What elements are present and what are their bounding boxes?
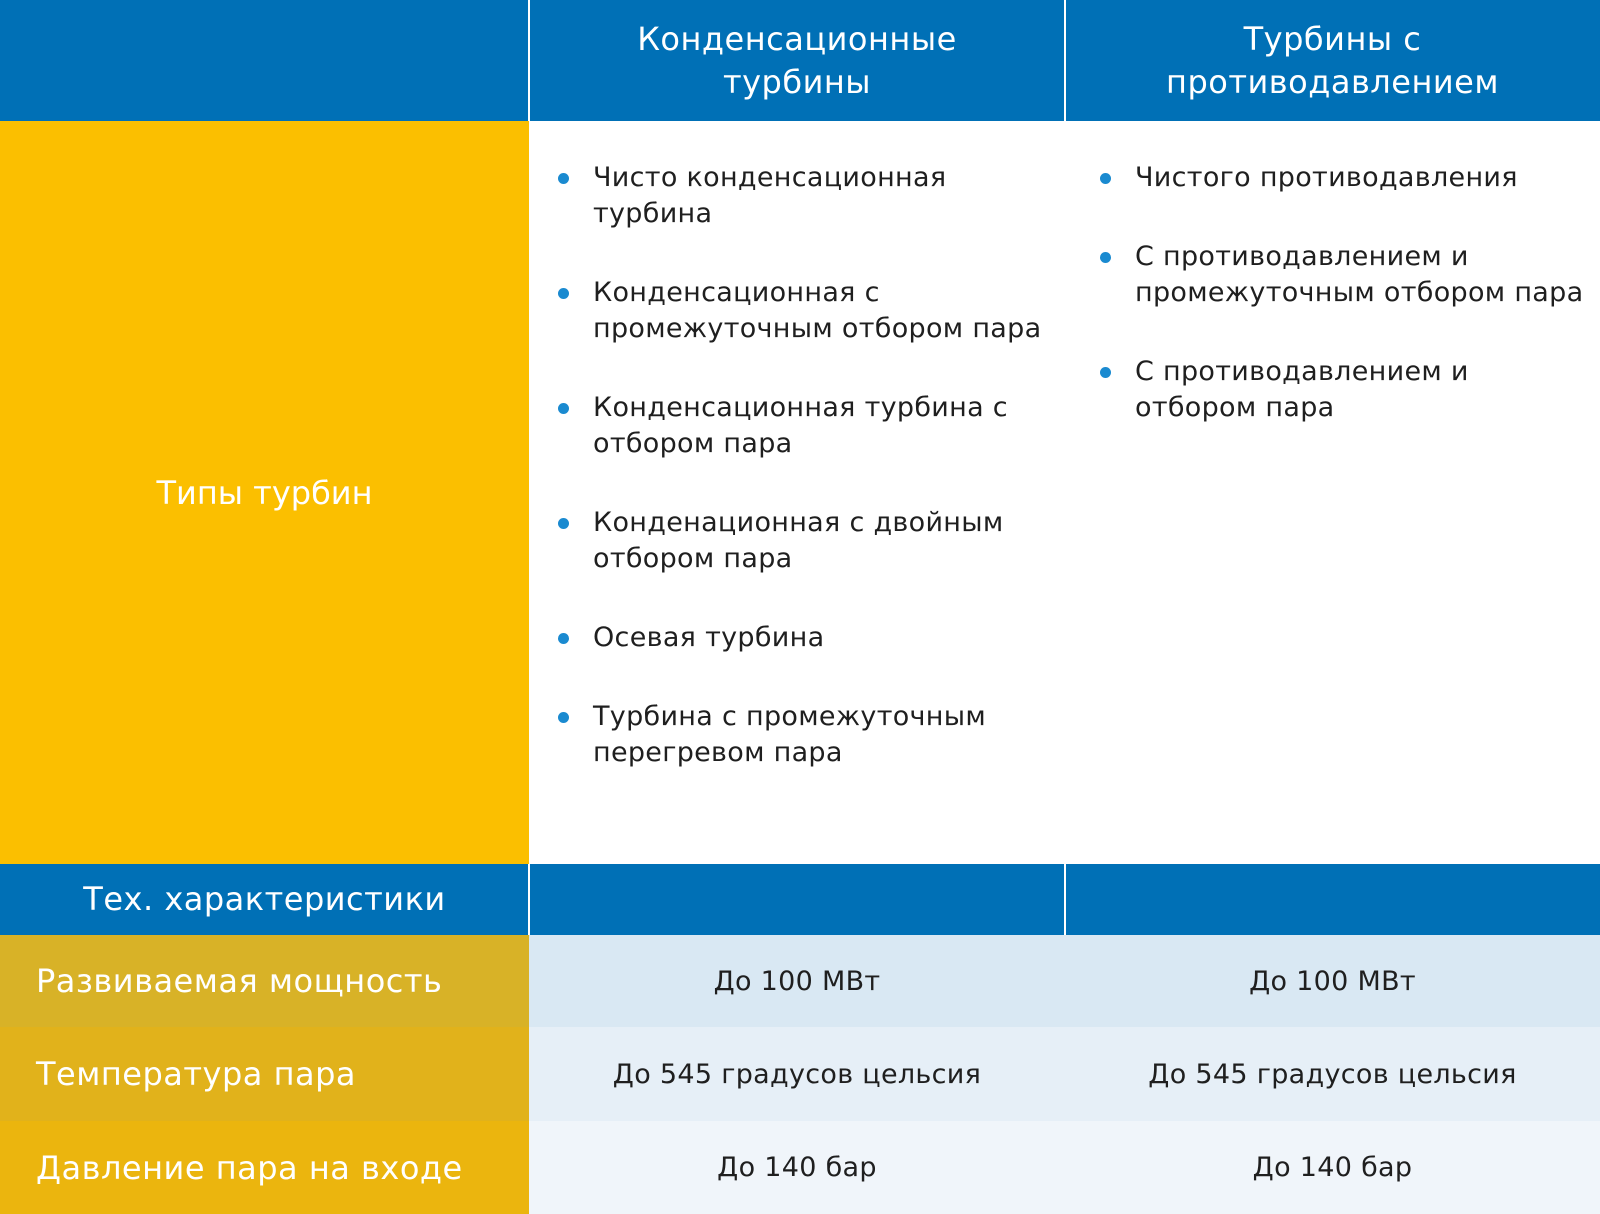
spec-value-cell: [1065, 1027, 1600, 1121]
spec-temperature-backpressure: До 545 градусов цельсия: [1148, 1058, 1517, 1090]
column-divider: [528, 0, 530, 121]
column-divider: [1064, 864, 1066, 935]
specs-header-condensing-cell: [529, 864, 1065, 935]
types-row-label: Типы турбин: [156, 473, 373, 512]
specs-header-label-cell: [0, 864, 529, 935]
spec-pressure-backpressure: До 140 бар: [1252, 1152, 1413, 1183]
list-item: Конденсационная с промежуточным отбором пара: [555, 275, 1047, 347]
spec-label-cell: [0, 935, 529, 1027]
spec-temperature-condensing: До 545 градусов цельсия: [612, 1058, 982, 1090]
spec-power-backpressure: До 100 МВт: [1249, 965, 1416, 997]
condensing-types-list: [555, 160, 1047, 771]
spec-value-cell: [1065, 935, 1600, 1027]
header-backpressure-line1: Турбины с: [1243, 19, 1422, 58]
list-item: Турбина с промежуточным перегревом пара: [555, 699, 1047, 771]
spec-value-cell: [529, 935, 1065, 1027]
header-backpressure-turbines: [1065, 0, 1600, 121]
header-condensing-turbines: [529, 0, 1065, 121]
spec-value-cell: [529, 1121, 1065, 1214]
list-item: Чисто конденсационная турбина: [555, 160, 1047, 232]
spec-label-cell: [0, 1121, 529, 1214]
list-item: С противодавлением и промежуточным отбором пара: [1097, 239, 1586, 311]
list-item: Конденсационная турбина с отбором пара: [555, 390, 1047, 462]
list-item: Осевая турбина: [555, 620, 1047, 656]
column-divider: [528, 864, 530, 935]
list-item: Конденационная с двойным отбором пара: [555, 505, 1047, 577]
spec-label-power: Развиваемая мощность: [36, 962, 443, 1000]
list-item: С противодавлением и отбором пара: [1097, 354, 1586, 426]
spec-pressure-condensing: До 140 бар: [717, 1152, 877, 1183]
backpressure-types-list: [1097, 160, 1586, 426]
spec-label-cell: [0, 1027, 529, 1121]
backpressure-types-cell: [1065, 121, 1600, 864]
column-divider: [1064, 0, 1066, 121]
spec-label-pressure: Давление пара на входе: [36, 1148, 463, 1187]
specs-header-backpressure-cell: [1065, 864, 1600, 935]
condensing-types-cell: [529, 121, 1065, 864]
list-item: Чистого противодавления: [1097, 160, 1586, 196]
header-condensing-line2: турбины: [722, 62, 872, 101]
spec-power-condensing: До 100 МВт: [713, 965, 881, 997]
spec-value-cell: [529, 1027, 1065, 1121]
header-backpressure-line2: противодавлением: [1166, 62, 1499, 101]
specs-header-label: Тех. характеристики: [83, 880, 446, 918]
types-row-label-cell: [0, 121, 529, 864]
spec-label-temperature: Температура пара: [36, 1055, 357, 1093]
header-condensing-line1: Конденсационные: [637, 19, 957, 58]
header-empty-cell: [0, 0, 529, 121]
spec-value-cell: [1065, 1121, 1600, 1214]
